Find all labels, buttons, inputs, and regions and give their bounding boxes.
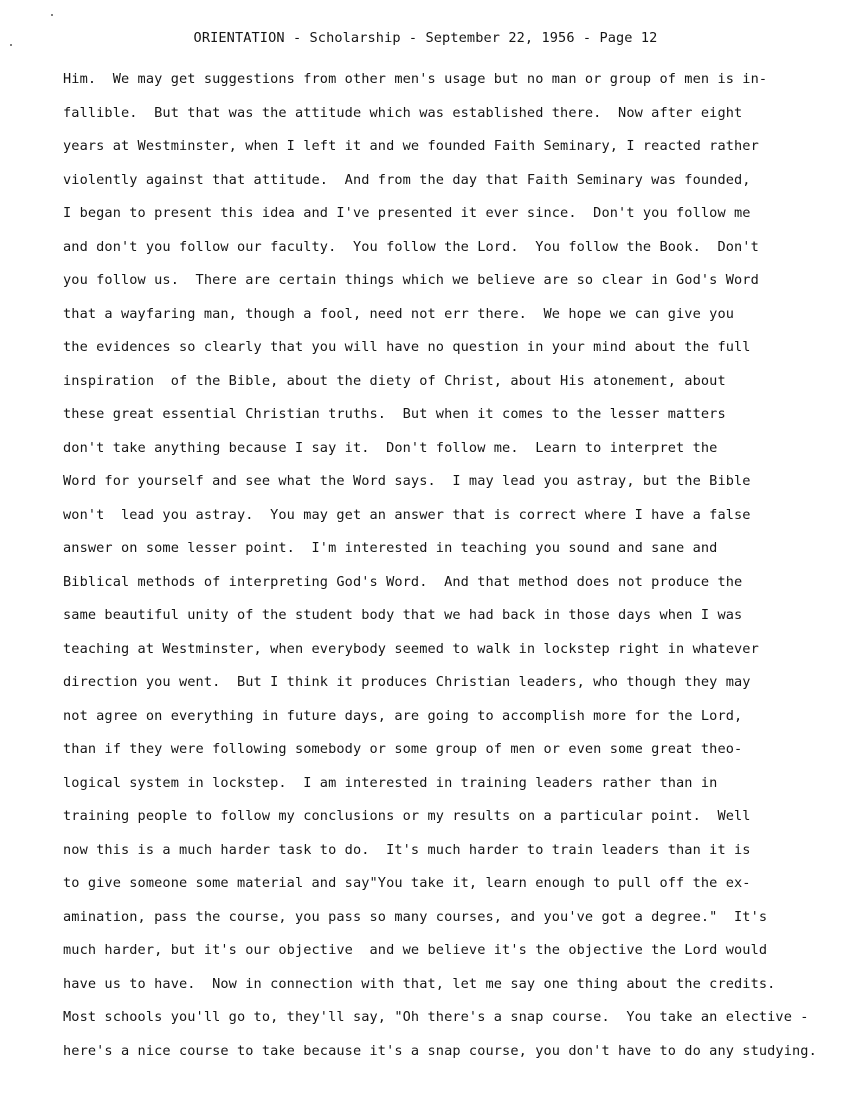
text-line: Biblical methods of interpreting God's Word. And that method does not produce the bbox=[63, 573, 743, 590]
text-line: not agree on everything in future days, are going to accomplish more for the Lord, bbox=[63, 707, 743, 724]
text-line: don't take anything because I say it. Don't follow me. Learn to interpret the bbox=[63, 439, 718, 456]
text-line: fallible. But that was the attitude which was established there. Now after eight bbox=[63, 104, 743, 121]
text-line: years at Westminster, when I left it and we founded Faith Seminary, I reacted rather bbox=[63, 138, 759, 154]
text-line: inspiration of the Bible, about the diety of Christ, about His atonement, about bbox=[63, 372, 726, 389]
text-line: much harder, but it's our objective and we believe it's the objective the Lord would bbox=[63, 942, 768, 958]
text-line: amination, pass the course, you pass so many courses, and you've got a degree." It's bbox=[63, 908, 768, 925]
text-line: the evidences so clearly that you will have no question in your mind about the full bbox=[63, 339, 751, 355]
text-line: here's a nice course to take because it's a snap course, you don't have to do any studying. bbox=[63, 1042, 817, 1059]
text-line: teaching at Westminster, when everybody seemed to walk in lockstep right in whatever bbox=[63, 640, 759, 657]
text-line: violently against that attitude. And from the day that Faith Seminary was founded, bbox=[63, 171, 751, 188]
text-line: these great essential Christian truths. But when it comes to the lesser matters bbox=[63, 406, 726, 422]
paper-speck bbox=[51, 14, 53, 16]
text-line: Him. We may get suggestions from other men's usage but no man or group of men is in- bbox=[63, 71, 768, 87]
text-line: Word for yourself and see what the Word says. I may lead you astray, but the Bible bbox=[63, 473, 751, 489]
text-line: direction you went. But I think it produces Christian leaders, who though they may bbox=[63, 674, 751, 690]
text-line: Most schools you'll go to, they'll say, "Oh there's a snap course. You take an elective - bbox=[63, 1009, 809, 1025]
text-line: I began to present this idea and I've presented it ever since. Don't you follow me bbox=[63, 205, 751, 221]
page-header: ORIENTATION - Scholarship - September 22, 1956 - Page 12 bbox=[193, 30, 658, 46]
text-line: answer on some lesser point. I'm interested in teaching you sound and sane and bbox=[63, 540, 718, 556]
text-line: than if they were following somebody or some group of men or even some great theo- bbox=[63, 741, 743, 757]
text-line: logical system in lockstep. I am interested in training leaders rather than in bbox=[63, 774, 718, 791]
body-text bbox=[63, 63, 833, 1068]
text-line: same beautiful unity of the student body that we had back in those days when I was bbox=[63, 607, 743, 623]
text-line: now this is a much harder task to do. It's much harder to train leaders than it is bbox=[63, 841, 751, 858]
text-line: training people to follow my conclusions or my results on a particular point. Well bbox=[63, 808, 751, 824]
text-line: you follow us. There are certain things which we believe are so clear in God's Word bbox=[63, 272, 759, 288]
text-line: and don't you follow our faculty. You follow the Lord. You follow the Book. Don't bbox=[63, 238, 759, 255]
text-line: that a wayfaring man, though a fool, need not err there. We hope we can give you bbox=[63, 305, 735, 322]
text-line: to give someone some material and say"You take it, learn enough to pull off the ex- bbox=[63, 875, 751, 891]
text-line: have us to have. Now in connection with that, let me say one thing about the credits. bbox=[63, 975, 776, 992]
text-line: won't lead you astray. You may get an answer that is correct where I have a false bbox=[63, 506, 751, 523]
